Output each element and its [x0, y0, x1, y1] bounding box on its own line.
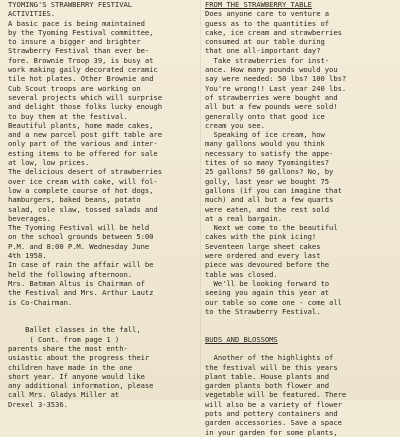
- article-line: 4th 1958.: [8, 251, 47, 261]
- article-line: only part of the various and inter-: [8, 139, 158, 149]
- article-line: seeing you again this year at: [205, 288, 330, 298]
- headline-festival-activities: ACTIVITIES.: [8, 9, 56, 19]
- article-line: on the school grounds between 5:00: [8, 232, 154, 242]
- ballet-article-line: ( Cont. from page 1 ): [8, 334, 120, 344]
- article-line: Seventeen large sheet cakes: [205, 241, 321, 251]
- right-column: [205, 0, 395, 437]
- article-line: plant table. House plants and: [205, 371, 330, 381]
- paragraph-gap: [205, 316, 395, 325]
- headline-festival-activities: TYOMING'S STRAWBERRY FESTIVAL: [8, 0, 133, 9]
- article-line: generally onto that good ice: [205, 111, 325, 121]
- article-line: low a complete course of hot dogs,: [8, 185, 154, 195]
- article-line: to buy them at the festival.: [8, 111, 128, 121]
- headline-buds-and-blossoms: BUDS AND BLOSSOMS: [205, 334, 278, 344]
- ballet-article-line: children have made in the one: [8, 362, 133, 372]
- article-line: piece was devoured before the: [205, 260, 330, 270]
- ballet-article-line: any additional information, please: [8, 381, 154, 391]
- article-line: necessary to satisfy the appe-: [205, 148, 334, 158]
- article-line: Another of the highlights of: [205, 353, 334, 363]
- article-line: all but a few pounds were sold!: [205, 102, 338, 112]
- article-line: Speaking of ice cream, how: [205, 130, 325, 140]
- article-line: held the following afternoon.: [8, 269, 133, 279]
- headline-strawberry-table: FROM THE STRAWBERRY TABLE: [205, 0, 312, 9]
- article-line: table was closed.: [205, 269, 278, 279]
- article-line: tites of so many Tyomingites?: [205, 158, 330, 168]
- ballet-article-line: Ballet classes in the fall,: [8, 325, 141, 335]
- article-line: much) and all but a few quarts: [205, 195, 334, 205]
- article-line: many gallons would you think: [205, 139, 325, 149]
- article-line: and delight those folks lucky enough: [8, 102, 162, 112]
- article-line: A basic pace is being maintained: [8, 18, 145, 28]
- article-line: the festival will be this years: [205, 362, 338, 372]
- article-line: In case of rain the affair will be: [8, 260, 154, 270]
- article-line: at a real bargain.: [205, 213, 282, 223]
- article-line: were eaten, and the rest sold: [205, 204, 330, 214]
- article-line: You're wrong!! Last year 240 lbs.: [205, 83, 347, 93]
- left-column: [8, 0, 196, 409]
- article-line: pots and pottery containers and: [205, 409, 338, 419]
- article-line: Mrs. Batman Altus is Chairman of: [8, 278, 145, 288]
- article-line: hamburgers, baked beans, potato: [8, 195, 141, 205]
- article-line: of strawberries were bought and: [205, 92, 338, 102]
- article-line: Does anyone care to venture a: [205, 9, 330, 19]
- article-line: The Tyoming Festival will be held: [8, 223, 150, 233]
- article-line: garden plants both flower and: [205, 381, 330, 391]
- article-line: is Co-Chairman.: [8, 297, 73, 307]
- article-line: to insure a bigger and brighter: [8, 37, 141, 47]
- article-line: work making gaily decorated ceramic: [8, 65, 158, 75]
- article-line: Take strawberries for inst-: [205, 55, 330, 65]
- article-line: say were needed: 50 lbs? 100 lbs?: [205, 74, 347, 84]
- ballet-article-line: parents share the most enth-: [8, 343, 128, 353]
- article-line: by the Tyoming Festival committee,: [8, 27, 154, 37]
- article-line: tile hot plates. Other Brownie and: [8, 74, 154, 84]
- article-line: esting items to be offered for sale: [8, 148, 158, 158]
- article-line: golly, last year we bought 75: [205, 176, 330, 186]
- article-line: gallons (if you can imagine that: [205, 185, 342, 195]
- ballet-article-line: short year. If anyone would like: [8, 371, 145, 381]
- article-line: ance. How many pounds would you: [205, 65, 338, 75]
- article-line: P.M. and 8:00 P.M. Wednesday June: [8, 241, 150, 251]
- article-line: guess as to the quantities of: [205, 18, 330, 28]
- ballet-article-line: Drexel 3-3536.: [8, 399, 68, 409]
- article-line: 25 gallons? 50 gallons? No, by: [205, 167, 334, 177]
- article-line: at low, low prices.: [8, 158, 90, 168]
- article-line: to the Strawberry Festival.: [205, 306, 321, 316]
- article-line: cakes with the pink icing!: [205, 232, 317, 242]
- article-line: will also be a variety of flower: [205, 399, 342, 409]
- article-line: were ordered and every last: [205, 251, 321, 261]
- article-line: over ice cream with cake, will fol-: [8, 176, 158, 186]
- paragraph-gap: [8, 307, 196, 316]
- article-line: garden accessories. Save a space: [205, 418, 342, 428]
- ballet-article-line: call Mrs. Gladys Miller at: [8, 390, 120, 400]
- article-line: salad, cole slaw, tossed salads and: [8, 204, 158, 214]
- article-line: Next we come to the beautiful: [205, 223, 338, 233]
- article-line: consumed at our table during: [205, 37, 325, 47]
- article-line: several projects which will surprise: [8, 92, 162, 102]
- article-line: cake, ice cream and strawberries: [205, 27, 342, 37]
- article-line: beverages.: [8, 213, 51, 223]
- article-line: cream you see.: [205, 120, 265, 130]
- ballet-article-line: usiastic about the progress their: [8, 353, 150, 363]
- article-line: and a new parcel post gift table are: [8, 130, 162, 140]
- paragraph-gap: [205, 344, 395, 353]
- article-line: fore. Brownie Troop 39, is busy at: [8, 55, 154, 65]
- article-line: Beautiful plants, home made cakes,: [8, 120, 154, 130]
- article-line: in your garden for some plants,: [205, 427, 338, 437]
- article-line: the Festival and Mrs. Arthur Lautz: [8, 288, 154, 298]
- column-gutter: [200, 0, 201, 400]
- article-line: vegetable will be featured. There: [205, 390, 347, 400]
- article-line: that one all-important day?: [205, 46, 321, 56]
- article-line: our table so come one - come all: [205, 297, 342, 307]
- article-line: Strawberry Festival than ever be-: [8, 46, 150, 56]
- article-line: We'll be looking forward to: [205, 278, 330, 288]
- article-line: Cub Scout troops are working on: [8, 83, 141, 93]
- paragraph-gap: [8, 316, 196, 325]
- article-line: The delicious desert of strawberries: [8, 167, 162, 177]
- paragraph-gap: [205, 325, 395, 334]
